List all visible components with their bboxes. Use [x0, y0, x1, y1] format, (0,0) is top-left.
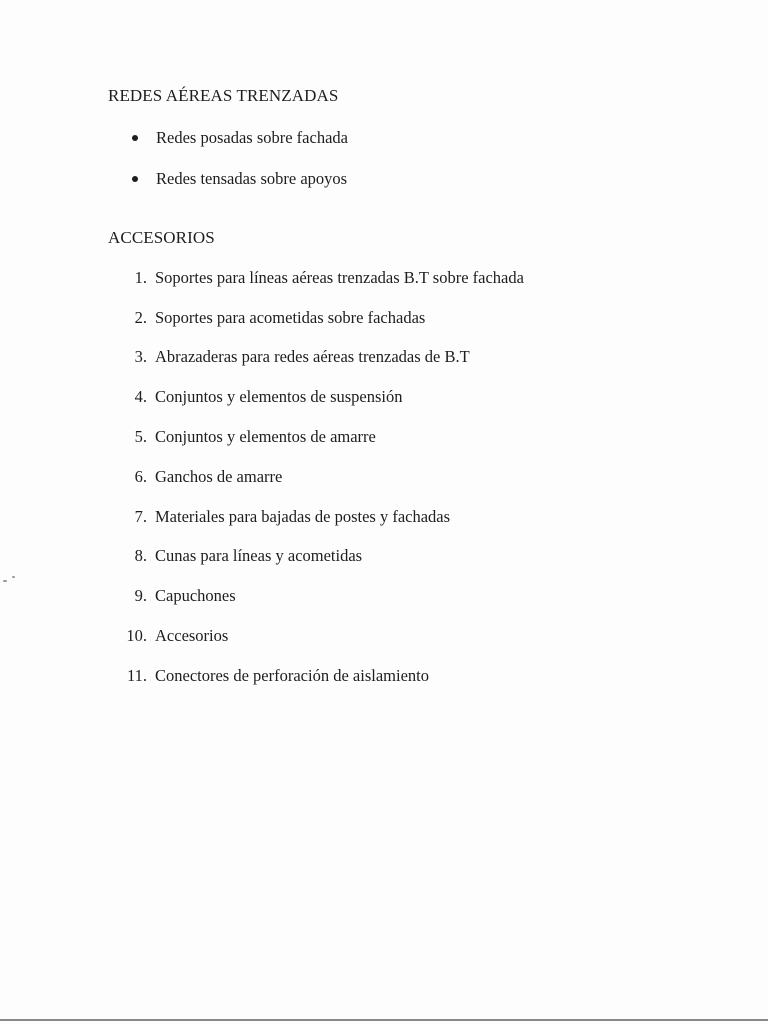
list-item-label: Capuchones — [155, 586, 236, 605]
bullet-dot-icon — [132, 176, 138, 182]
list-item-label: Ganchos de amarre — [155, 467, 283, 486]
bullet-item-label: Redes tensadas sobre apoyos — [156, 169, 348, 188]
list-item-number: 1. — [134, 268, 147, 287]
list-item-label: Conectores de perforación de aislamiento — [155, 666, 429, 685]
section-heading-accesorios: ACCESORIOS — [108, 228, 215, 247]
list-item-number: 5. — [134, 427, 147, 446]
list-item-label: Soportes para acometidas sobre fachadas — [155, 308, 426, 327]
list-item-number: 9. — [134, 586, 147, 605]
list-item-label: Cunas para líneas y acometidas — [155, 546, 363, 565]
list-item-number: 10. — [126, 626, 147, 645]
scan-speck — [12, 576, 15, 578]
list-item-number: 2. — [134, 308, 147, 327]
list-item-number: 7. — [134, 507, 147, 526]
scan-speck — [3, 580, 7, 582]
list-item-label: Conjuntos y elementos de suspensión — [155, 387, 403, 406]
list-item-number: 11. — [126, 666, 147, 685]
list-item-number: 6. — [134, 467, 147, 486]
bullet-dot-icon — [132, 135, 138, 141]
list-item-number: 4. — [134, 387, 147, 406]
list-item-number: 8. — [134, 546, 147, 565]
list-item-label: Soportes para líneas aéreas trenzadas B.T sobre fachada — [155, 268, 524, 287]
scan-edge-line — [0, 1019, 768, 1021]
list-item-label: Materiales para bajadas de postes y fachadas — [155, 507, 451, 526]
list-item-label: Conjuntos y elementos de amarre — [155, 427, 376, 446]
list-item-label: Accesorios — [155, 626, 229, 645]
list-item-label: Abrazaderas para redes aéreas trenzadas de B.T — [155, 347, 470, 366]
section-heading-redes-aereas-trenzadas: REDES AÉREAS TRENZADAS — [108, 86, 339, 105]
bullet-item-label: Redes posadas sobre fachada — [156, 128, 348, 147]
list-item-number: 3. — [134, 347, 147, 366]
